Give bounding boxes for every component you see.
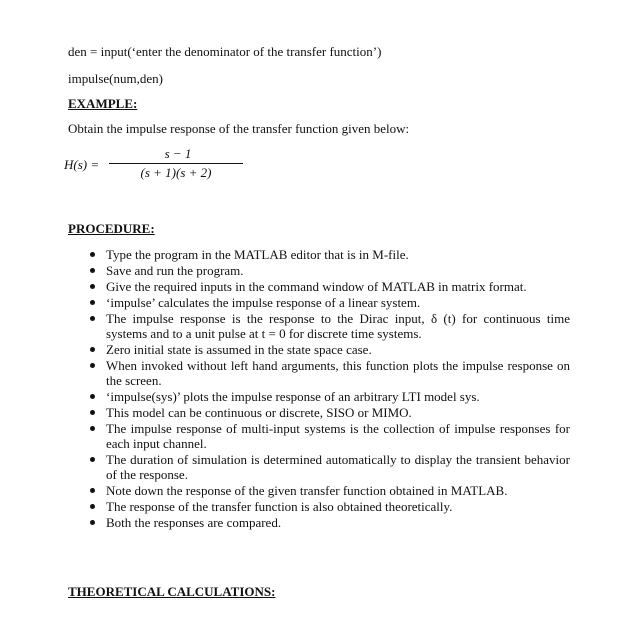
theoretical-calculations-heading: THEORETICAL CALCULATIONS: xyxy=(68,584,276,599)
example-text: Obtain the impulse response of the transfer function given below: xyxy=(68,121,410,136)
procedure-item: The response of the transfer function is also obtained theoretically. xyxy=(90,499,570,514)
procedure-item: ‘impulse’ calculates the impulse response of a linear system. xyxy=(90,295,570,310)
formula-fraction xyxy=(109,145,243,182)
procedure-list xyxy=(90,247,570,531)
example-heading: EXAMPLE: xyxy=(68,96,138,111)
procedure-item: Both the responses are compared. xyxy=(90,515,570,530)
procedure-item: Zero initial state is assumed in the state space case. xyxy=(90,342,570,357)
bullet-icon xyxy=(90,347,95,352)
procedure-item: This model can be continuous or discrete, SISO or MIMO. xyxy=(90,405,570,420)
bullet-icon xyxy=(90,488,95,493)
bullet-icon xyxy=(90,520,95,525)
bullet-icon xyxy=(90,363,95,368)
bullet-icon xyxy=(90,504,95,509)
procedure-item: ‘impulse(sys)’ plots the impulse response of an arbitrary LTI model sys. xyxy=(90,389,570,404)
procedure-item: Note down the response of the given transfer function obtained in MATLAB. xyxy=(90,483,570,498)
bullet-icon xyxy=(90,410,95,415)
procedure-item: Type the program in the MATLAB editor that is in M-file. xyxy=(90,247,570,262)
formula-denominator: (s + 1)(s + 2) xyxy=(140,165,212,180)
procedure-item: The impulse response of multi-input systems is the collection of impulse responses for each input channel. xyxy=(90,421,570,452)
bullet-icon xyxy=(90,300,95,305)
bullet-icon xyxy=(90,394,95,399)
bullet-icon xyxy=(90,316,95,321)
bullet-icon xyxy=(90,268,95,273)
formula-lhs: H(s) = xyxy=(64,157,100,172)
procedure-item: Save and run the program. xyxy=(90,263,570,278)
procedure-item: Give the required inputs in the command window of MATLAB in matrix format. xyxy=(90,279,570,294)
procedure-heading: PROCEDURE: xyxy=(68,221,155,236)
procedure-item: When invoked without left hand arguments, this function plots the impulse response on the screen. xyxy=(90,358,570,389)
procedure-item: The impulse response is the response to the Dirac input, δ (t) for continuous time systems and to a unit pulse at t = 0 for discrete time systems. xyxy=(90,311,570,342)
bullet-icon xyxy=(90,457,95,462)
procedure-item: The duration of simulation is determined automatically to display the transient behavior of the response. xyxy=(90,452,570,483)
code-line-denominator: den = input(‘enter the denominator of the transfer function’) xyxy=(68,44,382,59)
bullet-icon xyxy=(90,252,95,257)
bullet-icon xyxy=(90,426,95,431)
bullet-icon xyxy=(90,284,95,289)
formula-numerator: s − 1 xyxy=(164,146,192,161)
code-line-impulse: impulse(num,den) xyxy=(68,71,163,86)
